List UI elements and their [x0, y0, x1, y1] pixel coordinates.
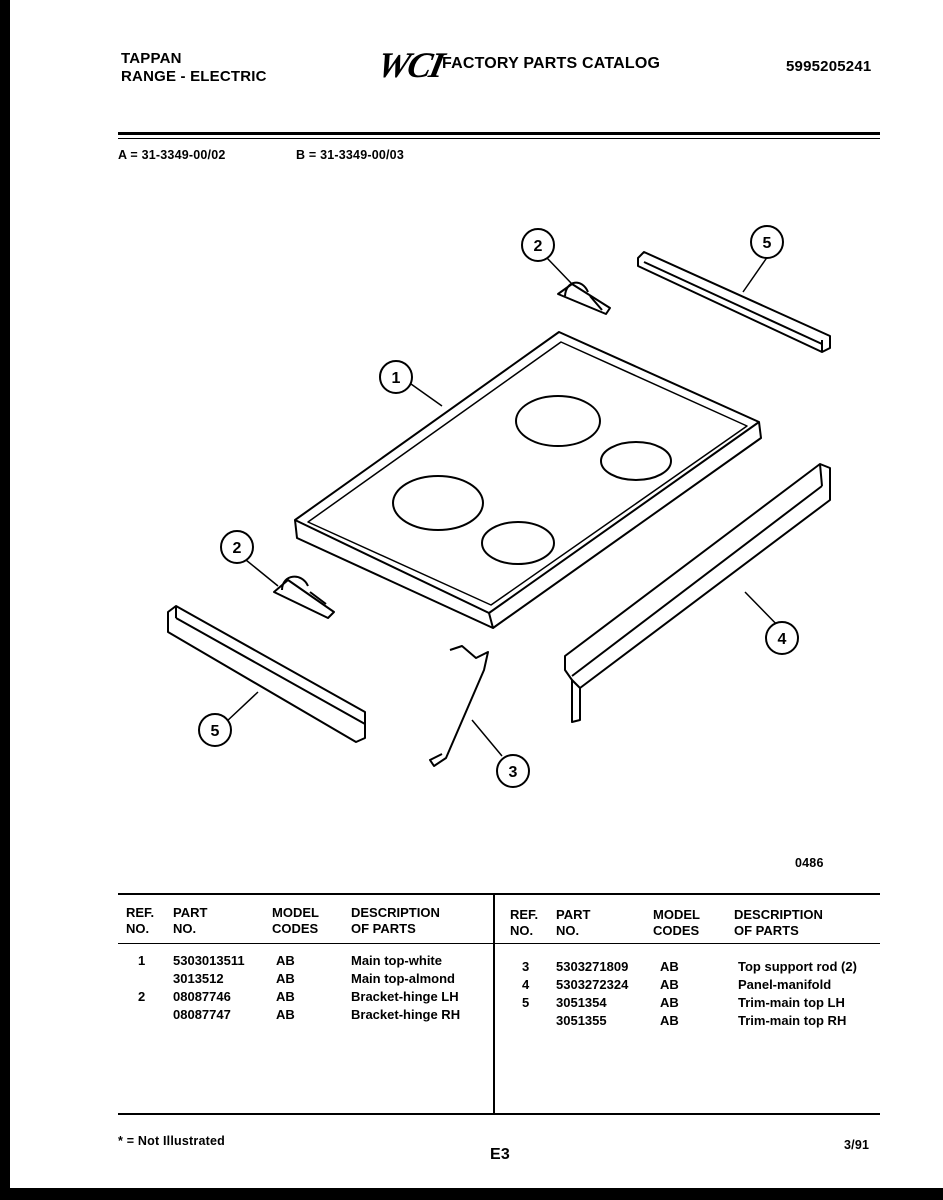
- wci-logo: WCI: [373, 45, 447, 85]
- part-no: 3013512: [173, 971, 224, 986]
- description: Top support rod (2): [738, 959, 857, 974]
- part-no: 08087747: [173, 1007, 231, 1022]
- header-desc-2: OF PARTS: [351, 921, 416, 936]
- part-no: 08087746: [173, 989, 231, 1004]
- callout-3: [497, 755, 529, 787]
- part-no: 3051354: [556, 995, 607, 1010]
- callout-number: 1: [391, 370, 401, 387]
- ref-no: 4: [522, 977, 530, 992]
- description: Bracket-hinge RH: [351, 1007, 461, 1022]
- model-codes: AB: [276, 953, 295, 968]
- callout-number: 3: [508, 764, 518, 781]
- model-a-label: A = 31-3349-00/02: [118, 148, 226, 162]
- model-b-label: B = 31-3349-00/03: [296, 148, 404, 162]
- header-ref-1: REF.: [126, 905, 155, 920]
- callout-number: 5: [210, 723, 220, 740]
- description: Main top-white: [351, 953, 442, 968]
- ref-no: 1: [138, 953, 146, 968]
- header-part-2: NO.: [173, 921, 197, 936]
- footnote: * = Not Illustrated: [118, 1134, 225, 1148]
- callout-number: 2: [533, 238, 543, 255]
- part-no: 5303013511: [173, 953, 245, 968]
- model-codes: AB: [660, 995, 679, 1010]
- header-part-1: PART: [173, 905, 208, 920]
- model-codes: AB: [276, 1007, 295, 1022]
- ref-no: 5: [522, 995, 530, 1010]
- header-ref-2-right: NO.: [510, 923, 534, 938]
- callout-2-lower: [221, 531, 253, 563]
- header-desc-1-right: DESCRIPTION: [734, 907, 823, 922]
- header-ref-1-right: REF.: [510, 907, 539, 922]
- model-codes: AB: [660, 977, 679, 992]
- table-divider: [493, 895, 495, 1115]
- table-header-rule: [118, 943, 880, 944]
- table-bottom-rule: [118, 1113, 880, 1115]
- header-part-2-right: NO.: [556, 923, 580, 938]
- model-codes: AB: [276, 971, 295, 986]
- callout-5-upper: [751, 226, 783, 258]
- description: Trim-main top RH: [738, 1013, 847, 1028]
- model-codes: AB: [276, 989, 295, 1004]
- model-codes: AB: [660, 1013, 679, 1028]
- trim-rh-part: [638, 252, 830, 352]
- page-number: E3: [490, 1146, 510, 1163]
- callout-number: 4: [777, 631, 787, 648]
- description: Trim-main top LH: [738, 995, 845, 1010]
- header-ref-2: NO.: [126, 921, 150, 936]
- product-type: RANGE - ELECTRIC: [121, 68, 267, 85]
- catalog-title: FACTORY PARTS CATALOG: [442, 55, 661, 72]
- callout-4: [766, 622, 798, 654]
- header-desc-1: DESCRIPTION: [351, 905, 440, 920]
- header-part-1-right: PART: [556, 907, 591, 922]
- header-model-1: MODEL: [272, 905, 319, 920]
- part-no: 5303272324: [556, 977, 629, 992]
- callout-number: 2: [232, 540, 242, 557]
- catalog-number: 5995205241: [786, 58, 872, 75]
- brand-name: TAPPAN: [121, 50, 182, 67]
- part-no: 3051355: [556, 1013, 607, 1028]
- model-codes: AB: [660, 959, 679, 974]
- callout-number: 5: [762, 235, 772, 252]
- description: Bracket-hinge LH: [351, 989, 459, 1004]
- header-model-2: CODES: [272, 921, 319, 936]
- trim-lh-part: [168, 606, 365, 742]
- header-model-1-right: MODEL: [653, 907, 700, 922]
- hinge-bracket-lh-part: [274, 577, 334, 618]
- hinge-bracket-rh-part: [558, 283, 610, 314]
- support-rod-part: [430, 646, 488, 766]
- callout-5-lower: [199, 714, 231, 746]
- header-desc-2-right: OF PARTS: [734, 923, 799, 938]
- exploded-parts-diagram: [10, 200, 943, 820]
- header-model-2-right: CODES: [653, 923, 700, 938]
- ref-no: 3: [522, 959, 530, 974]
- header-rule: [118, 132, 880, 135]
- revision-date: 3/91: [844, 1138, 870, 1152]
- description: Panel-manifold: [738, 977, 832, 992]
- description: Main top-almond: [351, 971, 455, 986]
- callout-1: [380, 361, 412, 393]
- catalog-page: [10, 0, 943, 1188]
- table-top-rule: [118, 893, 880, 895]
- header-rule-thin: [118, 138, 880, 139]
- callout-2-upper: [522, 229, 554, 261]
- part-no: 5303271809: [556, 959, 629, 974]
- ref-no: 2: [138, 989, 146, 1004]
- drawing-code: 0486: [795, 856, 824, 870]
